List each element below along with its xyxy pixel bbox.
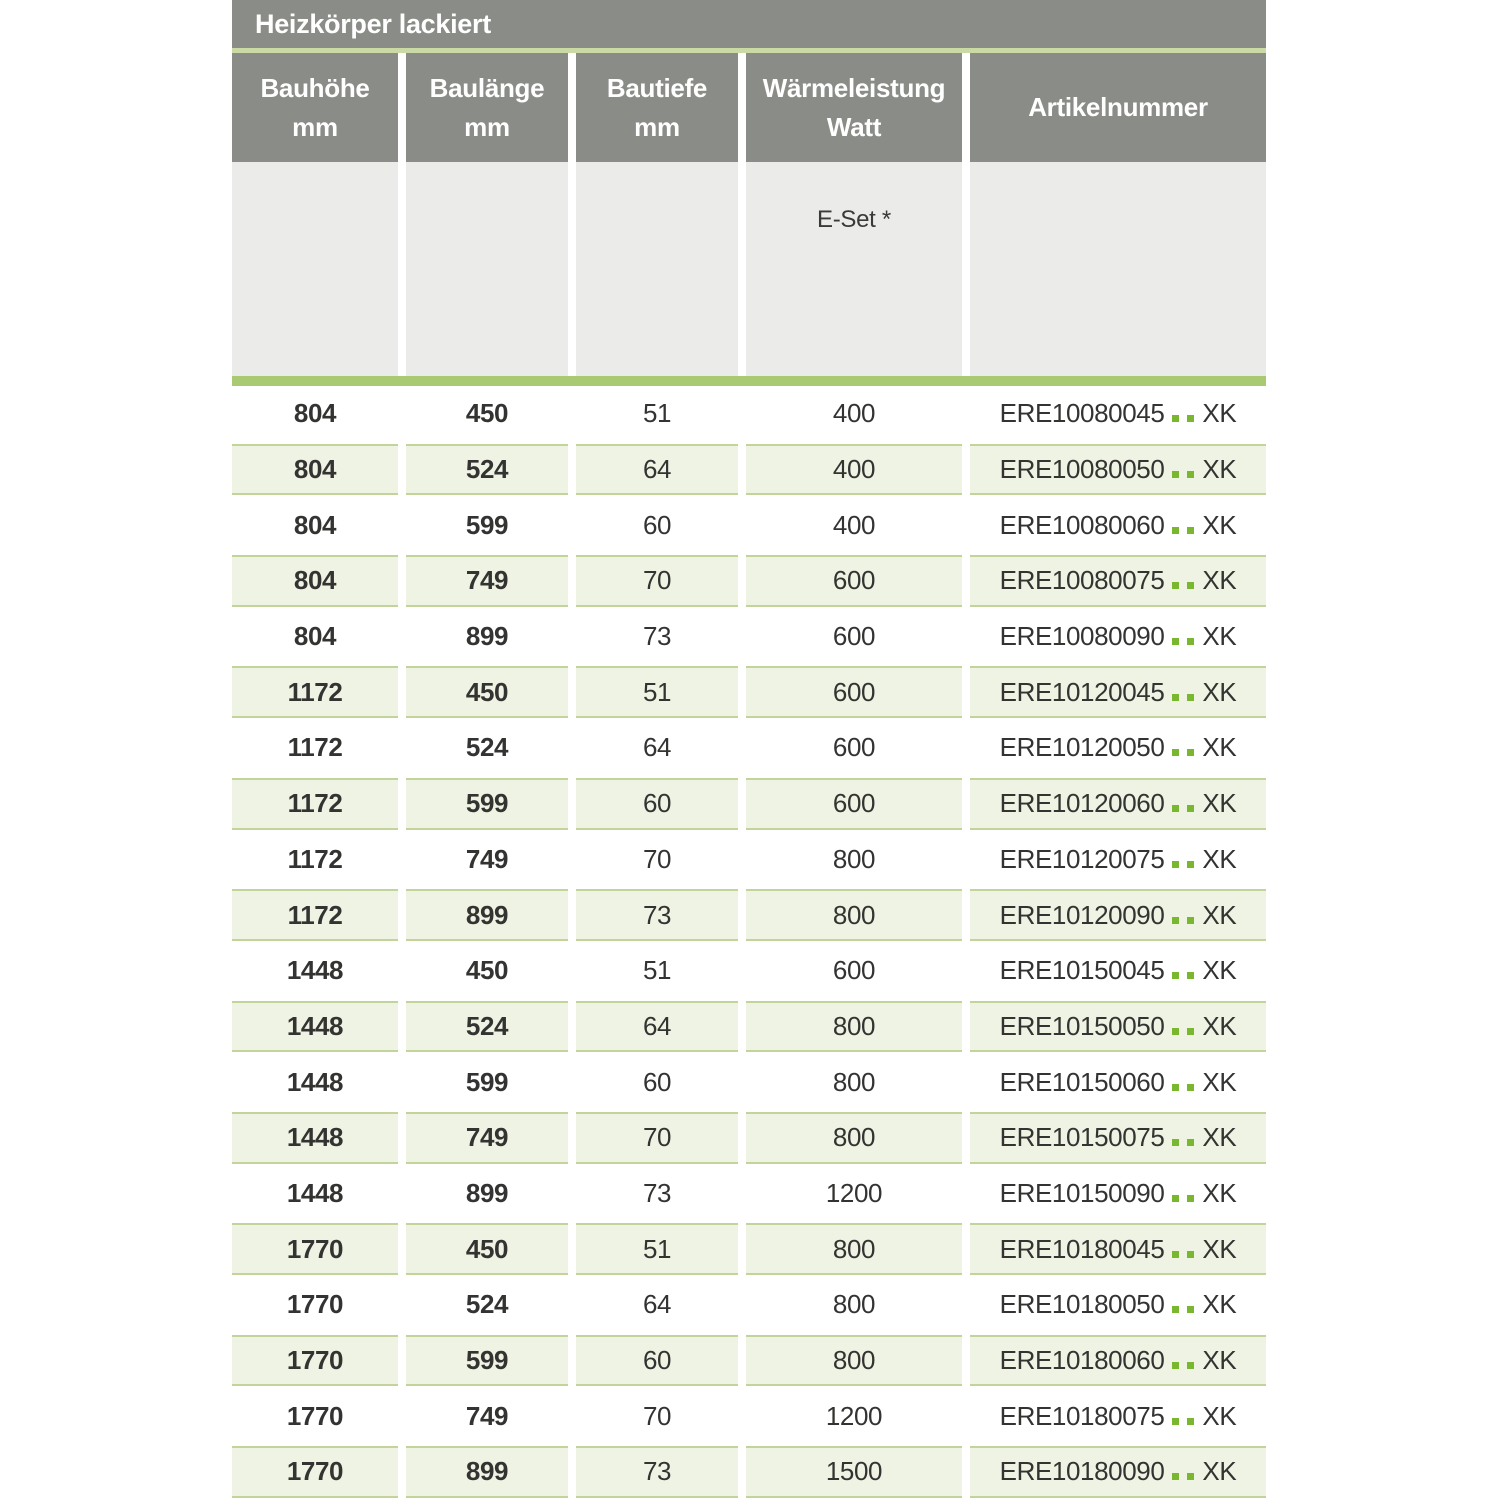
artikelnummer-value (1000, 1067, 1237, 1098)
cell-bautiefe: 70 (642, 1400, 672, 1431)
cell-bauhoehe: 804 (232, 444, 398, 496)
column-header-waermeleistung (746, 53, 962, 162)
cell-artikelnummer (970, 1388, 1266, 1444)
subheader-cell-bauhoehe (232, 162, 398, 376)
artikelnummer-value (1000, 1456, 1237, 1487)
cell-watt: 800 (832, 843, 876, 874)
artikelnummer-prefix: ERE10150075 (999, 1122, 1165, 1153)
artikelnummer-value (1000, 1122, 1237, 1153)
green-dot-icon (1187, 1084, 1194, 1091)
cell-bautiefe: 64 (576, 444, 738, 496)
artikelnummer-value (1000, 1178, 1237, 1209)
artikelnummer-value (1000, 454, 1237, 485)
cell-baulaenge: 450 (406, 666, 568, 718)
column-header-row (232, 53, 1266, 162)
cell-baulaenge: 899 (465, 621, 509, 652)
artikelnummer-value (1000, 788, 1237, 819)
cell-bautiefe: 64 (642, 732, 672, 763)
green-dot-icon (1172, 1084, 1179, 1091)
cell-watt: 600 (746, 778, 962, 830)
cell-baulaenge: 899 (465, 1177, 509, 1208)
green-dot-icon (1187, 1028, 1194, 1035)
cell-bautiefe: 70 (576, 1112, 738, 1164)
green-dot-icon (1172, 972, 1179, 979)
green-divider-bar (232, 376, 1266, 386)
cell-bautiefe: 73 (642, 1177, 672, 1208)
column-header-label: Baulänge (429, 72, 545, 103)
cell-baulaenge: 524 (406, 444, 568, 496)
cell-artikelnummer (970, 1112, 1266, 1164)
cell-baulaenge: 599 (465, 509, 509, 540)
artikelnummer-prefix: ERE10080090 (999, 621, 1165, 652)
column-header-label: Wärmeleistung (762, 72, 946, 103)
artikelnummer-value (1000, 900, 1237, 931)
cell-bauhoehe: 1448 (232, 1112, 398, 1164)
artikelnummer-suffix: XK (1202, 1400, 1237, 1431)
cell-artikelnummer (970, 1054, 1266, 1110)
artikelnummer-value (1000, 398, 1237, 429)
cell-watt: 600 (832, 955, 876, 986)
cell-bautiefe: 60 (576, 1335, 738, 1387)
artikelnummer-value (1000, 1234, 1237, 1265)
green-dot-icon (1187, 1195, 1194, 1202)
cell-artikelnummer (970, 497, 1266, 553)
artikelnummer-value (1000, 1401, 1237, 1432)
artikelnummer-suffix: XK (1202, 1345, 1237, 1376)
table-row (232, 999, 1266, 1055)
green-dot-icon (1172, 1139, 1179, 1146)
column-header-label: Bauhöhe (260, 72, 370, 103)
cell-bauhoehe: 1172 (232, 666, 398, 718)
column-header-label: Bautiefe (606, 72, 708, 103)
table-row (232, 1444, 1266, 1500)
column-header-artikelnummer (970, 53, 1266, 162)
cell-artikelnummer (970, 889, 1266, 941)
artikelnummer-suffix: XK (1202, 1233, 1237, 1264)
green-dot-icon (1172, 1251, 1179, 1258)
artikelnummer-value (1000, 955, 1237, 986)
artikelnummer-prefix: ERE10180090 (999, 1456, 1165, 1487)
green-dot-icon (1187, 1362, 1194, 1369)
cell-bautiefe: 73 (642, 621, 672, 652)
table-row (232, 609, 1266, 665)
artikelnummer-prefix: ERE10150060 (999, 1066, 1165, 1097)
green-dot-icon (1187, 1251, 1194, 1258)
artikelnummer-prefix: ERE10120050 (999, 732, 1165, 763)
artikelnummer-prefix: ERE10180050 (999, 1289, 1165, 1320)
artikelnummer-prefix: ERE10150045 (999, 955, 1165, 986)
cell-baulaenge: 450 (465, 955, 509, 986)
cell-bautiefe: 73 (576, 889, 738, 941)
cell-bautiefe: 64 (576, 1001, 738, 1053)
green-dot-icon (1172, 1306, 1179, 1313)
artikelnummer-suffix: XK (1202, 676, 1237, 707)
artikelnummer-prefix: ERE10180075 (999, 1400, 1165, 1431)
cell-watt: 800 (746, 889, 962, 941)
cell-artikelnummer (970, 444, 1266, 496)
table-row (232, 1054, 1266, 1110)
green-dot-icon (1187, 527, 1194, 534)
cell-baulaenge: 599 (406, 778, 568, 830)
cell-bauhoehe: 1770 (286, 1289, 344, 1320)
green-dot-icon (1172, 582, 1179, 589)
green-dot-icon (1172, 527, 1179, 534)
green-dot-icon (1187, 917, 1194, 924)
green-dot-icon (1172, 1418, 1179, 1425)
cell-watt: 600 (832, 732, 876, 763)
cell-bautiefe: 73 (576, 1446, 738, 1498)
subheader-row (232, 162, 1266, 376)
green-dot-icon (1172, 1473, 1179, 1480)
artikelnummer-suffix: XK (1202, 509, 1237, 540)
artikelnummer-value (1000, 1011, 1237, 1042)
cell-watt: 400 (832, 398, 876, 429)
artikelnummer-suffix: XK (1202, 1456, 1237, 1487)
cell-bautiefe: 70 (576, 555, 738, 607)
artikelnummer-prefix: ERE10080045 (999, 398, 1165, 429)
green-dot-icon (1172, 415, 1179, 422)
cell-baulaenge: 524 (465, 1289, 509, 1320)
green-dot-icon (1172, 1195, 1179, 1202)
artikelnummer-suffix: XK (1202, 1177, 1237, 1208)
cell-watt: 800 (746, 1112, 962, 1164)
artikelnummer-prefix: ERE10120060 (999, 788, 1165, 819)
cell-baulaenge: 749 (406, 555, 568, 607)
artikelnummer-value (1000, 1345, 1237, 1376)
artikelnummer-value (1000, 732, 1237, 763)
cell-baulaenge: 450 (465, 398, 509, 429)
artikelnummer-value (1000, 677, 1237, 708)
cell-watt: 600 (746, 555, 962, 607)
cell-artikelnummer (970, 778, 1266, 830)
cell-bauhoehe: 1770 (232, 1335, 398, 1387)
artikelnummer-prefix: ERE10150090 (999, 1177, 1165, 1208)
artikelnummer-prefix: ERE10150050 (999, 1010, 1165, 1041)
subheader-cell-artikelnummer (970, 162, 1266, 376)
cell-bauhoehe: 1172 (287, 732, 343, 763)
product-spec-table (232, 0, 1266, 1500)
cell-watt: 1200 (825, 1400, 883, 1431)
column-header-unit: Watt (826, 111, 882, 142)
cell-artikelnummer (970, 832, 1266, 888)
cell-baulaenge: 524 (406, 1001, 568, 1053)
artikelnummer-suffix: XK (1202, 732, 1237, 763)
eset-label: E-Set * (817, 206, 891, 233)
green-dot-icon (1187, 415, 1194, 422)
artikelnummer-suffix: XK (1202, 621, 1237, 652)
artikelnummer-value (1000, 565, 1237, 596)
cell-watt: 1500 (746, 1446, 962, 1498)
table-row (232, 943, 1266, 999)
table-row (232, 497, 1266, 553)
green-dot-icon (1172, 749, 1179, 756)
table-row (232, 1166, 1266, 1222)
artikelnummer-value (1000, 621, 1237, 652)
cell-baulaenge: 749 (465, 1400, 509, 1431)
artikelnummer-value (1000, 1289, 1237, 1320)
cell-watt: 800 (746, 1223, 962, 1275)
artikelnummer-prefix: ERE10080060 (999, 509, 1165, 540)
green-dot-icon (1172, 1362, 1179, 1369)
green-dot-icon (1187, 749, 1194, 756)
cell-bautiefe: 64 (642, 1289, 672, 1320)
artikelnummer-prefix: ERE10080075 (999, 565, 1165, 596)
artikelnummer-prefix: ERE10180060 (999, 1345, 1165, 1376)
artikelnummer-suffix: XK (1202, 1010, 1237, 1041)
cell-bautiefe: 60 (576, 778, 738, 830)
cell-watt: 800 (832, 1066, 876, 1097)
cell-watt: 400 (832, 509, 876, 540)
green-dot-icon (1187, 805, 1194, 812)
green-dot-icon (1172, 861, 1179, 868)
green-dot-icon (1187, 582, 1194, 589)
artikelnummer-suffix: XK (1202, 843, 1237, 874)
table-body (232, 386, 1266, 1500)
artikelnummer-suffix: XK (1202, 398, 1237, 429)
artikelnummer-suffix: XK (1202, 1122, 1237, 1153)
cell-bauhoehe: 1172 (232, 778, 398, 830)
subheader-cell-bautiefe (576, 162, 738, 376)
column-header-label: Artikelnummer (1028, 92, 1208, 122)
cell-bauhoehe: 1770 (232, 1446, 398, 1498)
table-row (232, 386, 1266, 442)
cell-bautiefe: 60 (642, 1066, 672, 1097)
green-dot-icon (1187, 1306, 1194, 1313)
cell-baulaenge: 524 (465, 732, 509, 763)
cell-bauhoehe: 804 (232, 555, 398, 607)
artikelnummer-prefix: ERE10120045 (999, 676, 1165, 707)
artikelnummer-suffix: XK (1202, 899, 1237, 930)
cell-bauhoehe: 1448 (286, 1177, 344, 1208)
artikelnummer-value (1000, 844, 1237, 875)
subheader-cell-eset (746, 162, 962, 376)
artikelnummer-suffix: XK (1202, 454, 1237, 485)
green-dot-icon (1172, 805, 1179, 812)
cell-watt: 800 (746, 1001, 962, 1053)
table-row (232, 1388, 1266, 1444)
cell-artikelnummer (970, 1223, 1266, 1275)
cell-baulaenge: 899 (406, 889, 568, 941)
cell-bauhoehe: 1448 (286, 955, 344, 986)
cell-watt: 800 (832, 1289, 876, 1320)
cell-artikelnummer (970, 1335, 1266, 1387)
cell-watt: 400 (746, 444, 962, 496)
green-dot-icon (1187, 861, 1194, 868)
cell-bauhoehe: 804 (293, 621, 337, 652)
table-row (232, 664, 1266, 720)
green-dot-icon (1172, 917, 1179, 924)
cell-bautiefe: 60 (642, 509, 672, 540)
cell-bauhoehe: 1448 (286, 1066, 344, 1097)
artikelnummer-prefix: ERE10080050 (999, 454, 1165, 485)
table-title: Heizkörper lackiert (255, 8, 491, 39)
green-dot-icon (1172, 638, 1179, 645)
cell-watt: 800 (746, 1335, 962, 1387)
artikelnummer-suffix: XK (1202, 565, 1237, 596)
cell-bauhoehe: 1448 (232, 1001, 398, 1053)
column-header-bautiefe (576, 53, 738, 162)
table-row (232, 887, 1266, 943)
cell-artikelnummer (970, 386, 1266, 442)
cell-bautiefe: 51 (642, 398, 672, 429)
cell-bauhoehe: 1770 (286, 1400, 344, 1431)
green-dot-icon (1172, 471, 1179, 478)
cell-artikelnummer (970, 1001, 1266, 1053)
subheader-cell-baulaenge (406, 162, 568, 376)
cell-baulaenge: 749 (406, 1112, 568, 1164)
cell-baulaenge: 899 (406, 1446, 568, 1498)
green-dot-icon (1187, 1418, 1194, 1425)
table-row (232, 776, 1266, 832)
cell-baulaenge: 599 (406, 1335, 568, 1387)
table-title-bar (232, 0, 1266, 48)
table-row (232, 720, 1266, 776)
green-dot-icon (1187, 972, 1194, 979)
green-dot-icon (1172, 1028, 1179, 1035)
cell-watt: 1200 (825, 1177, 883, 1208)
table-row (232, 832, 1266, 888)
cell-bauhoehe: 804 (293, 509, 337, 540)
table-row (232, 1277, 1266, 1333)
table-row (232, 553, 1266, 609)
cell-bautiefe: 51 (642, 955, 672, 986)
green-dot-icon (1187, 638, 1194, 645)
artikelnummer-prefix: ERE10180045 (999, 1233, 1165, 1264)
cell-baulaenge: 599 (465, 1066, 509, 1097)
artikelnummer-suffix: XK (1202, 955, 1237, 986)
table-row (232, 1221, 1266, 1277)
cell-watt: 600 (746, 666, 962, 718)
column-header-unit: mm (634, 111, 680, 142)
cell-bauhoehe: 804 (293, 398, 337, 429)
artikelnummer-suffix: XK (1202, 788, 1237, 819)
green-dot-icon (1187, 1473, 1194, 1480)
cell-bautiefe: 51 (576, 1223, 738, 1275)
cell-artikelnummer (970, 720, 1266, 776)
green-dot-icon (1187, 471, 1194, 478)
artikelnummer-suffix: XK (1202, 1289, 1237, 1320)
cell-artikelnummer (970, 666, 1266, 718)
cell-artikelnummer (970, 943, 1266, 999)
column-header-bauhoehe (232, 53, 398, 162)
cell-artikelnummer (970, 1277, 1266, 1333)
column-header-unit: mm (464, 111, 510, 142)
cell-baulaenge: 450 (406, 1223, 568, 1275)
artikelnummer-value (1000, 510, 1237, 541)
column-header-unit: mm (292, 111, 338, 142)
cell-bauhoehe: 1172 (287, 843, 343, 874)
cell-watt: 600 (832, 621, 876, 652)
table-row (232, 442, 1266, 498)
cell-artikelnummer (970, 1166, 1266, 1222)
artikelnummer-prefix: ERE10120075 (999, 843, 1165, 874)
cell-bautiefe: 70 (642, 843, 672, 874)
cell-baulaenge: 749 (465, 843, 509, 874)
table-row (232, 1110, 1266, 1166)
cell-artikelnummer (970, 609, 1266, 665)
column-header-baulaenge (406, 53, 568, 162)
green-dot-icon (1187, 694, 1194, 701)
cell-bauhoehe: 1172 (232, 889, 398, 941)
cell-artikelnummer (970, 555, 1266, 607)
cell-artikelnummer (970, 1446, 1266, 1498)
green-dot-icon (1187, 1139, 1194, 1146)
table-row (232, 1333, 1266, 1389)
artikelnummer-prefix: ERE10120090 (999, 899, 1165, 930)
artikelnummer-suffix: XK (1202, 1066, 1237, 1097)
green-dot-icon (1172, 694, 1179, 701)
cell-bauhoehe: 1770 (232, 1223, 398, 1275)
cell-bautiefe: 51 (576, 666, 738, 718)
